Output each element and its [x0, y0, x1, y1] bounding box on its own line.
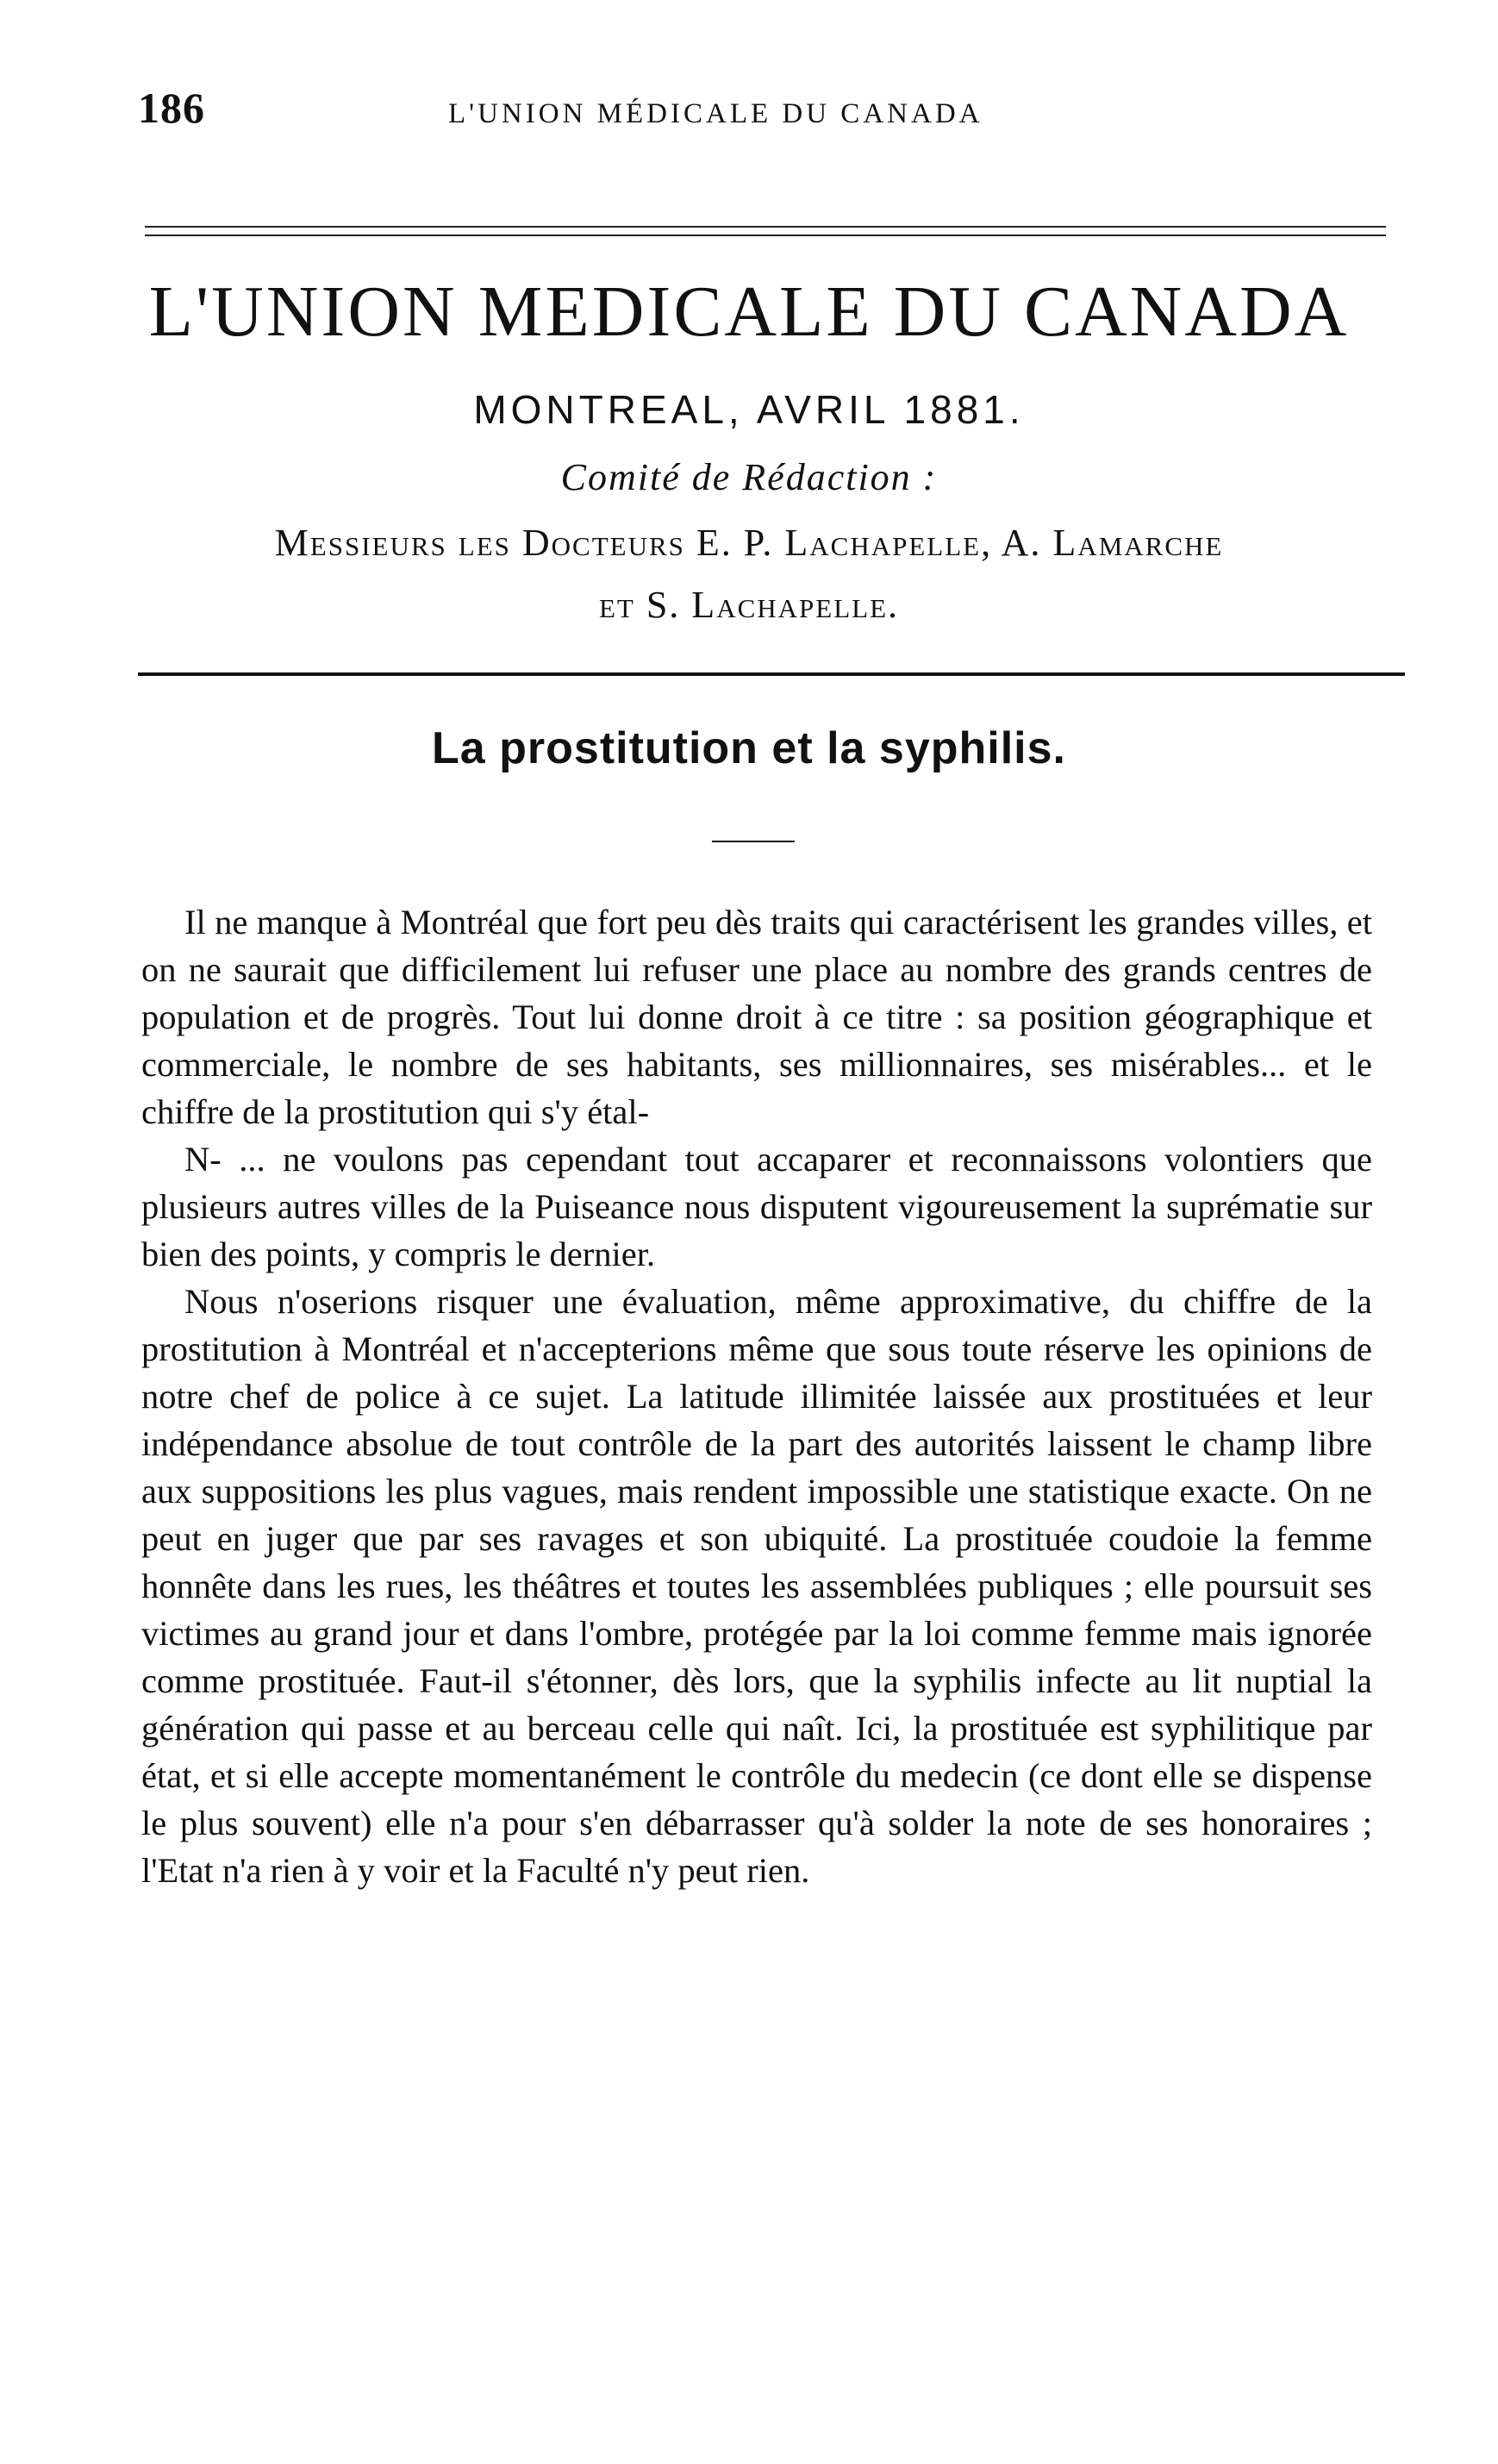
editors-line-1: Messieurs les Docteurs E. P. Lachapelle, A. Lamarche	[274, 522, 1224, 564]
editorial-committee-heading: Comité de Rédaction :	[560, 456, 938, 498]
title-separator	[712, 841, 795, 842]
article-title: La prostitution et la syphilis.	[432, 723, 1066, 773]
dateline: MONTREAL, AVRIL 1881.	[473, 387, 1025, 432]
header-double-rule	[145, 226, 1386, 236]
running-title: L'UNION MÉDICALE DU CANADA	[448, 98, 983, 129]
editors-line-2: et S. Lachapelle.	[598, 584, 900, 626]
article-paragraph-2: N- ... ne voulons pas cependant tout accaparer et reconnaissons volontiers que plusieurs autres villes de la Puiseance nous disputent vigoureusement la suprématie sur bien des points, y compris le dernier.	[141, 1140, 1372, 1273]
running-header	[138, 83, 1414, 143]
article-paragraph-1: Il ne manque à Montréal que fort peu dès traits qui caractérisent les grandes villes, et on ne saurait que difficilement lui refuser une place au nombre des grands centres de population et de progrès. Tout lui donne droit à ce titre : sa position géographique et commerciale, le nombre de ses habitants, ses millionnaires, ses misérables... et le chiffre de la prostitution qui s'y étal-	[141, 903, 1372, 1131]
article-body	[141, 898, 1372, 1894]
masthead-rule	[138, 672, 1405, 676]
article-paragraph-3: Nous n'oserions risquer une évaluation, même approximative, du chiffre de la prostitution à Montréal et n'accepterions même que sous toute réserve les opinions de notre chef de police à ce sujet. La latitude illimitée laissée aux prostituées et leur indépendance absolue de tout contrôle de la part des autorités laissent le champ libre aux suppositions les plus vagues, mais rendent impossible une statistique exacte. On ne peut en juger que par ses ravages et son ubiquité. La prostituée coudoie la femme honnête dans les rues, les théâtres et toutes les assemblées publiques ; elle poursuit ses victimes au grand jour et dans l'ombre, protégée par la loi comme femme mais ignorée comme prostituée. Faut-il s'étonner, dès lors, que la syphilis infecte au lit nuptial la génération qui passe et au berceau celle qui naît. Ici, la prostituée est syphilitique par état, et si elle accepte momentanément le contrôle du medecin (ce dont elle se dispense le plus souvent) elle n'a pour s'en débarrasser qu'à solder la note de ses honoraires ; l'Etat n'a rien à y voir et la Faculté n'y peut rien.	[141, 1282, 1372, 1890]
page-number: 186	[138, 84, 205, 132]
masthead-title: L'UNION MEDICALE DU CANADA	[148, 272, 1350, 352]
